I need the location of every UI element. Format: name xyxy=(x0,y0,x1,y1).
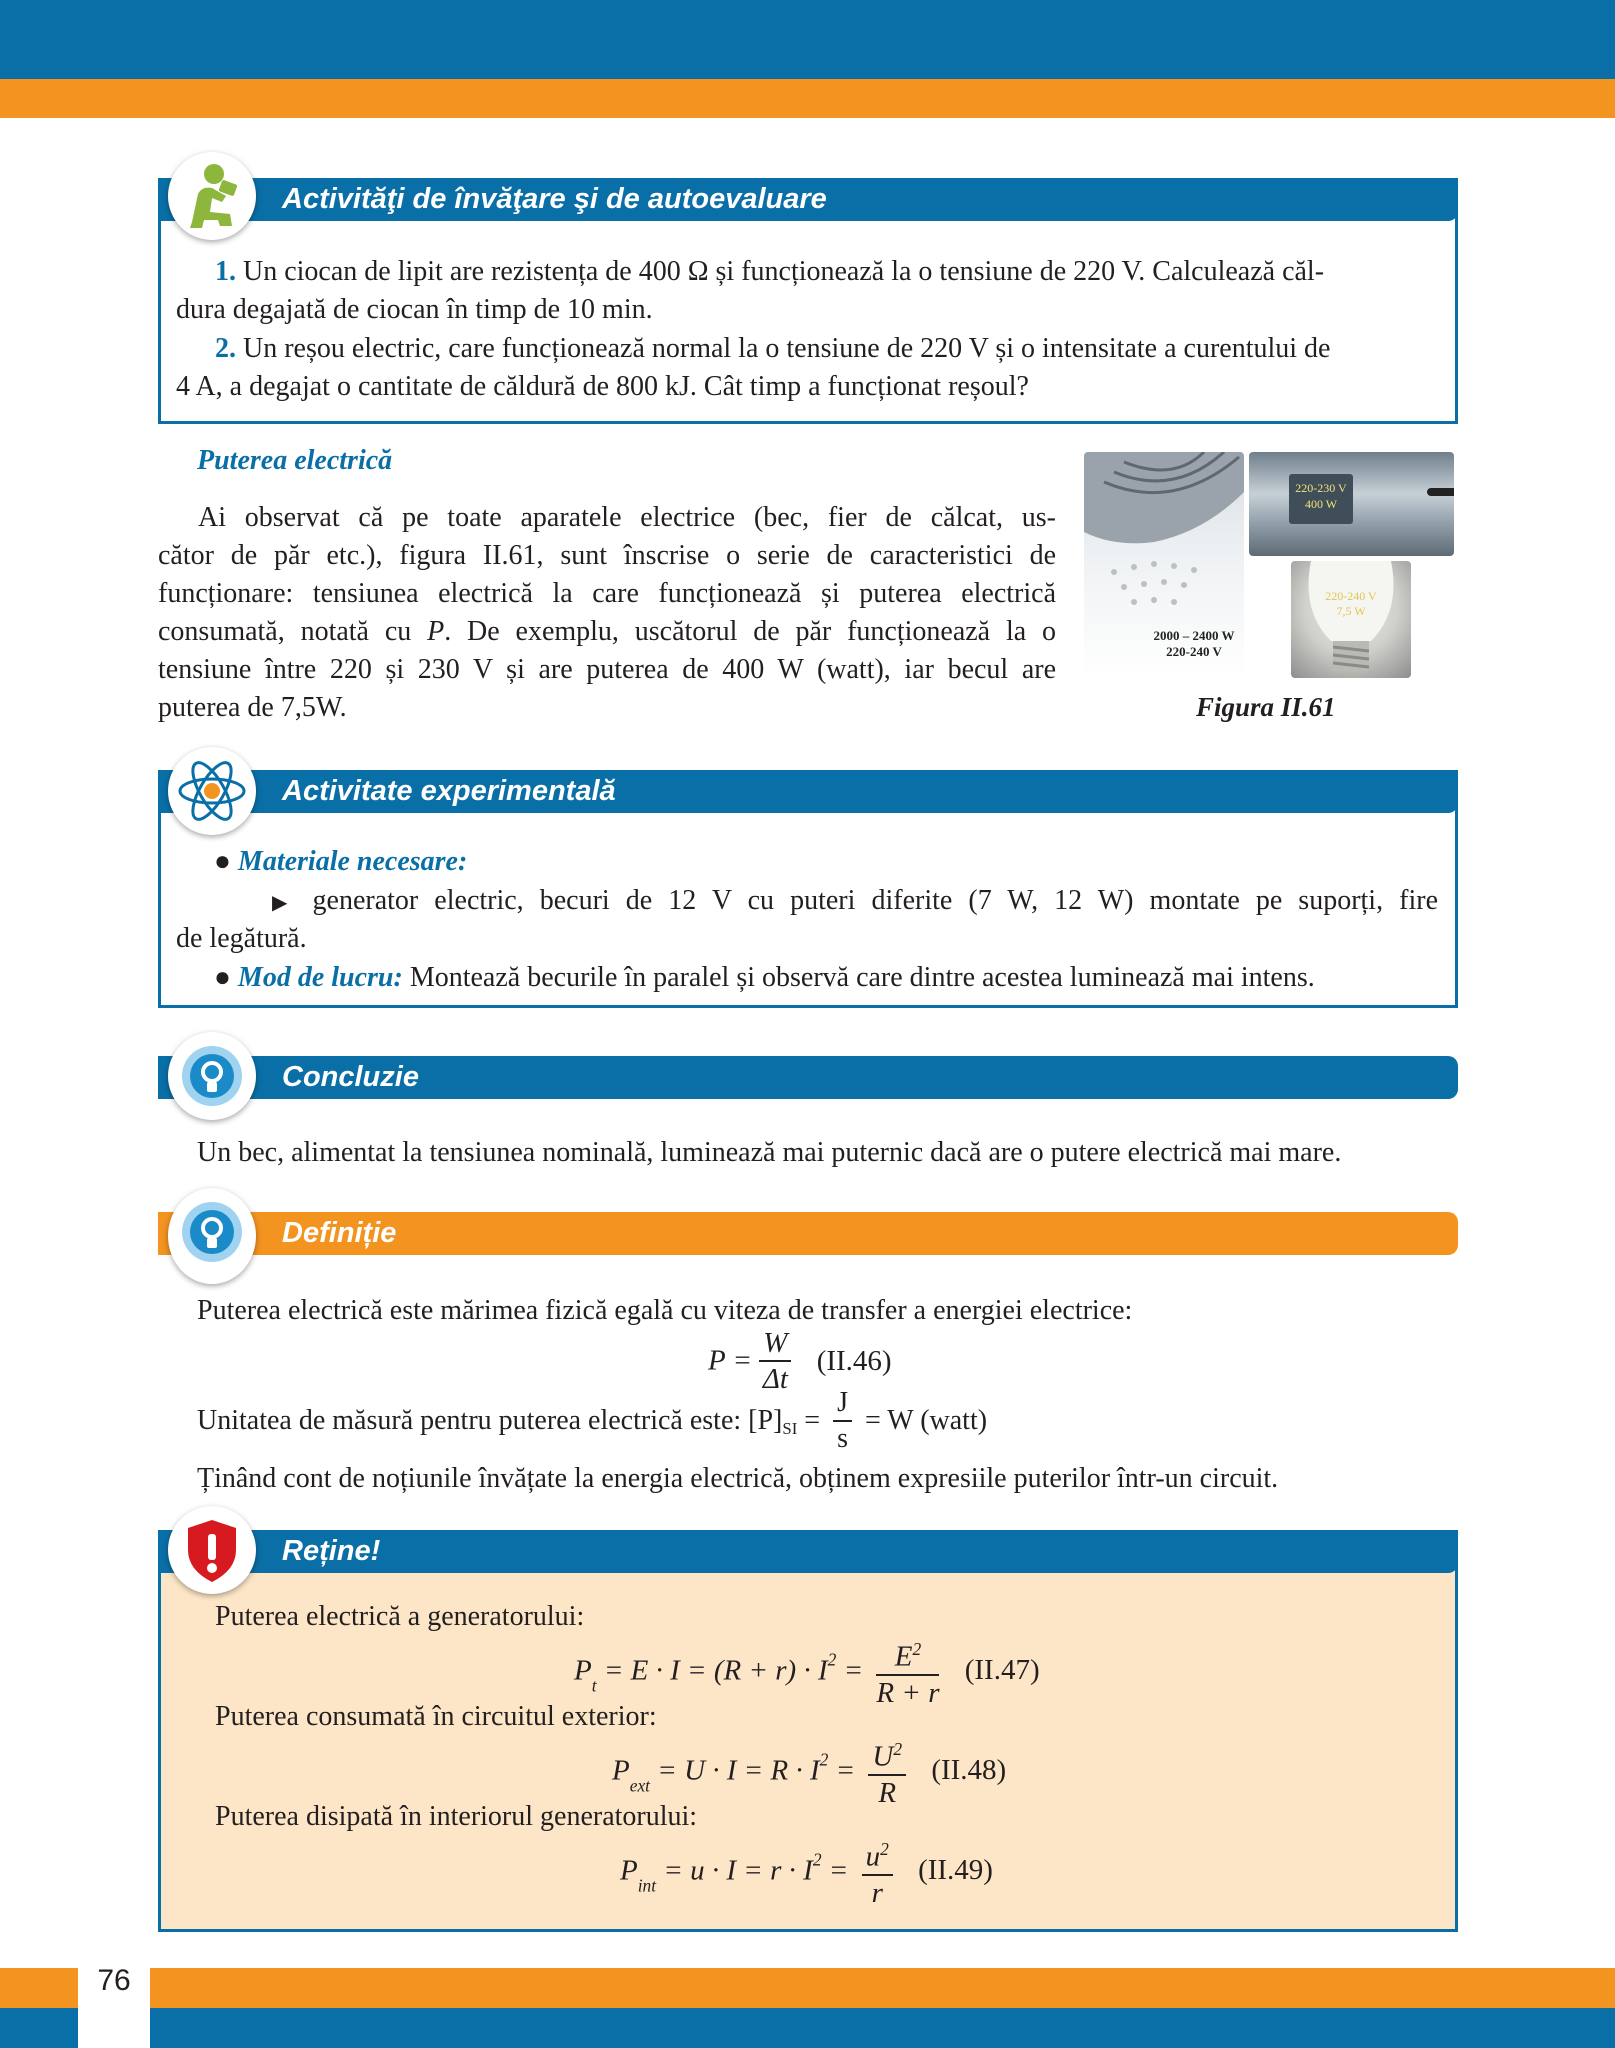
definition-closing: Ținând cont de noțiunile învățate la energia electrică, obținem expresiile puterilor într-un circuit. xyxy=(197,1463,1279,1494)
activity-item-2-line1: Un reșou electric, care funcționează normal la o tensiune de 220 V și o intensitate a curentului de xyxy=(243,333,1331,364)
materials-heading xyxy=(214,843,467,881)
triangle-bullet-icon: ▶ xyxy=(272,892,297,914)
iron-power-label: 2000 – 2400 W xyxy=(1153,628,1235,643)
dryer-cord xyxy=(1427,488,1454,496)
power-line-2: cător de păr etc.), figura II.61, sunt înscrise o serie de caracteristici de xyxy=(158,540,1056,571)
activities-title: Activităţi de învăţare şi de autoevaluare xyxy=(282,183,827,215)
unit-text: Unitatea de măsură pentru puterea electrică este: [P] xyxy=(197,1405,783,1436)
eq47-mid: = E · I = (R + r) · I xyxy=(596,1654,828,1687)
bottom-blue-band xyxy=(0,2008,1615,2048)
activity-item-1-number: 1. xyxy=(215,256,236,287)
experiment-title: Activitate experimentală xyxy=(282,775,616,807)
power-line-5: tensiune între 220 și 230 V și are puterea de 400 W (watt), iar becul are xyxy=(158,654,1056,685)
definition-circle xyxy=(168,1188,256,1284)
materials-text-1: generator electric, becuri de 12 V cu puteri diferite (7 W, 12 W) montate pe suporți, fire xyxy=(312,885,1439,916)
eq47-numerator xyxy=(876,1632,939,1676)
power-line-4b: . De exemplu, uscătorul de păr funcționează la o xyxy=(444,616,1056,647)
eq48-P: P xyxy=(612,1754,630,1787)
unit-result: = W (watt) xyxy=(865,1405,988,1436)
eq49-num-sup: 2 xyxy=(880,1839,889,1859)
dryer-voltage-label: 220-230 V xyxy=(1295,481,1347,495)
power-line-3: funcționare: tensiunea electrică la care funcționează și puterea electrică xyxy=(158,578,1056,609)
activity-item-1-line1: Un ciocan de lipit are rezistența de 400 Ω și funcționează la o tensiune de 220 V. Calculează căl- xyxy=(243,256,1325,287)
reading-person-icon xyxy=(168,152,256,240)
power-paragraph xyxy=(158,499,1056,727)
eq49-sub: int xyxy=(637,1875,657,1896)
unit-eq: = xyxy=(797,1405,821,1436)
unit-numerator: J xyxy=(833,1386,852,1422)
power-line-4 xyxy=(158,613,1056,651)
bulb-voltage-label: 220-240 V xyxy=(1325,589,1377,603)
eq49-num: u xyxy=(865,1840,881,1873)
eq48-eq: = xyxy=(828,1754,856,1787)
iron-label xyxy=(1146,628,1242,660)
eq49-sup: 2 xyxy=(812,1849,822,1870)
section-subtitle: Puterea electrică xyxy=(197,445,393,476)
eq48-sub: ext xyxy=(629,1775,650,1796)
materials-label: Materiale necesare: xyxy=(237,846,468,877)
conclusion-text: Un bec, alimentat la tensiunea nominală, luminează mai puternic dacă are o putere electrică mai mare. xyxy=(197,1137,1342,1168)
materials-line-2: de legătură. xyxy=(176,923,307,954)
bulb-power-label: 7,5 W xyxy=(1336,604,1366,618)
atom-icon xyxy=(168,747,256,835)
eq48-ref: (II.48) xyxy=(931,1754,1007,1787)
dryer-power-label: 400 W xyxy=(1304,497,1338,511)
top-orange-band xyxy=(0,79,1615,118)
eq47-sup: 2 xyxy=(827,1649,837,1670)
definition-text: Puterea electrică este mărimea fizică egală cu viteza de transfer a energiei electrice: xyxy=(197,1295,1133,1326)
eq48-fraction xyxy=(868,1732,906,1810)
method-label: Mod de lucru: xyxy=(237,962,403,993)
activities-circle xyxy=(168,152,256,240)
eq48-sup: 2 xyxy=(819,1749,829,1770)
eq47-num: E xyxy=(894,1640,913,1673)
bottom-orange-band xyxy=(0,1968,1615,2008)
retine-circle xyxy=(168,1506,256,1594)
eq47-denominator: R + r xyxy=(876,1676,940,1709)
iron-voltage-label: 220-240 V xyxy=(1166,644,1222,659)
internal-power-label: Puterea disipată în interiorul generatorului: xyxy=(215,1801,698,1832)
bulb-image xyxy=(1291,561,1411,678)
unit-sub: SI xyxy=(782,1419,798,1439)
external-power-label: Puterea consumată în circuitul exterior: xyxy=(215,1701,657,1732)
eq48-num: U xyxy=(872,1740,894,1773)
eq46-ref: (II.46) xyxy=(816,1344,892,1377)
bullet-icon: ● xyxy=(214,962,231,993)
conclusion-circle xyxy=(168,1032,256,1120)
figure-caption: Figura II.61 xyxy=(1196,692,1336,722)
eq47-sub: t xyxy=(591,1675,597,1696)
eq49-mid: = u · I = r · I xyxy=(656,1854,813,1887)
warning-shield-icon xyxy=(168,1506,256,1594)
method-line xyxy=(214,959,1315,997)
hair-dryer-photo xyxy=(1249,452,1454,556)
unit-denominator: s xyxy=(837,1423,848,1454)
eq49-fraction xyxy=(862,1832,893,1910)
eq48-denominator: R xyxy=(878,1776,897,1809)
eq46-lhs: P = xyxy=(708,1344,753,1377)
activity-item-2-number: 2. xyxy=(215,333,236,364)
eq46-numerator: W xyxy=(759,1326,791,1362)
eq47-fraction xyxy=(876,1632,939,1710)
eq47-num-sup: 2 xyxy=(912,1639,922,1659)
eq49-denominator: r xyxy=(871,1876,883,1909)
eq46-denominator: Δt xyxy=(762,1363,788,1395)
activity-item-2-cont: 4 A, a degajat o cantitate de căldură de 800 kJ. Cât timp a funcționat reșoul? xyxy=(176,371,1029,402)
eq48-num-sup: 2 xyxy=(893,1739,903,1759)
eq49-eq: = xyxy=(821,1854,849,1887)
eq49-ref: (II.49) xyxy=(918,1854,993,1887)
power-symbol: P xyxy=(427,616,445,647)
unit-fraction xyxy=(833,1386,852,1456)
generator-power-label: Puterea electrică a generatorului: xyxy=(215,1601,585,1632)
eq47-P: P xyxy=(574,1654,592,1687)
equation-II-49 xyxy=(620,1832,993,1910)
power-line-1: Ai observat că pe toate aparatele electrice (bec, fier de călcat, us- xyxy=(198,502,1056,533)
retine-title: Reține! xyxy=(282,1535,381,1567)
eq48-mid: = U · I = R · I xyxy=(650,1754,820,1787)
power-line-4a: consumată, notată cu xyxy=(158,616,428,647)
top-blue-band xyxy=(0,0,1615,79)
activity-item-2 xyxy=(215,330,1445,368)
unit-line xyxy=(197,1386,987,1456)
dryer-label xyxy=(1289,480,1353,512)
eq47-eq: = xyxy=(836,1654,864,1687)
eq49-P: P xyxy=(620,1854,638,1887)
bullet-icon: ● xyxy=(214,846,231,877)
activity-item-1-cont: dura degajată de ciocan în timp de 10 min. xyxy=(176,294,653,325)
eq47-ref: (II.47) xyxy=(964,1654,1040,1687)
page-number: 76 xyxy=(97,1964,131,1997)
bulb-label xyxy=(1313,589,1389,619)
lightbulb-badge-icon xyxy=(168,1032,256,1120)
eq48-numerator xyxy=(868,1732,906,1776)
eq49-numerator xyxy=(862,1832,893,1876)
experiment-circle xyxy=(168,747,256,835)
lightbulb-badge-icon xyxy=(168,1188,256,1276)
conclusion-title: Concluzie xyxy=(282,1061,419,1093)
bulb-photo xyxy=(1291,561,1411,678)
materials-line-1 xyxy=(272,882,1438,922)
method-text: Montează becurile în paralel și observă care dintre acestea luminează mai intens. xyxy=(402,962,1315,993)
power-line-6: puterea de 7,5W. xyxy=(158,692,347,723)
activity-item-1 xyxy=(215,253,1445,291)
definition-title: Definiție xyxy=(282,1217,397,1249)
